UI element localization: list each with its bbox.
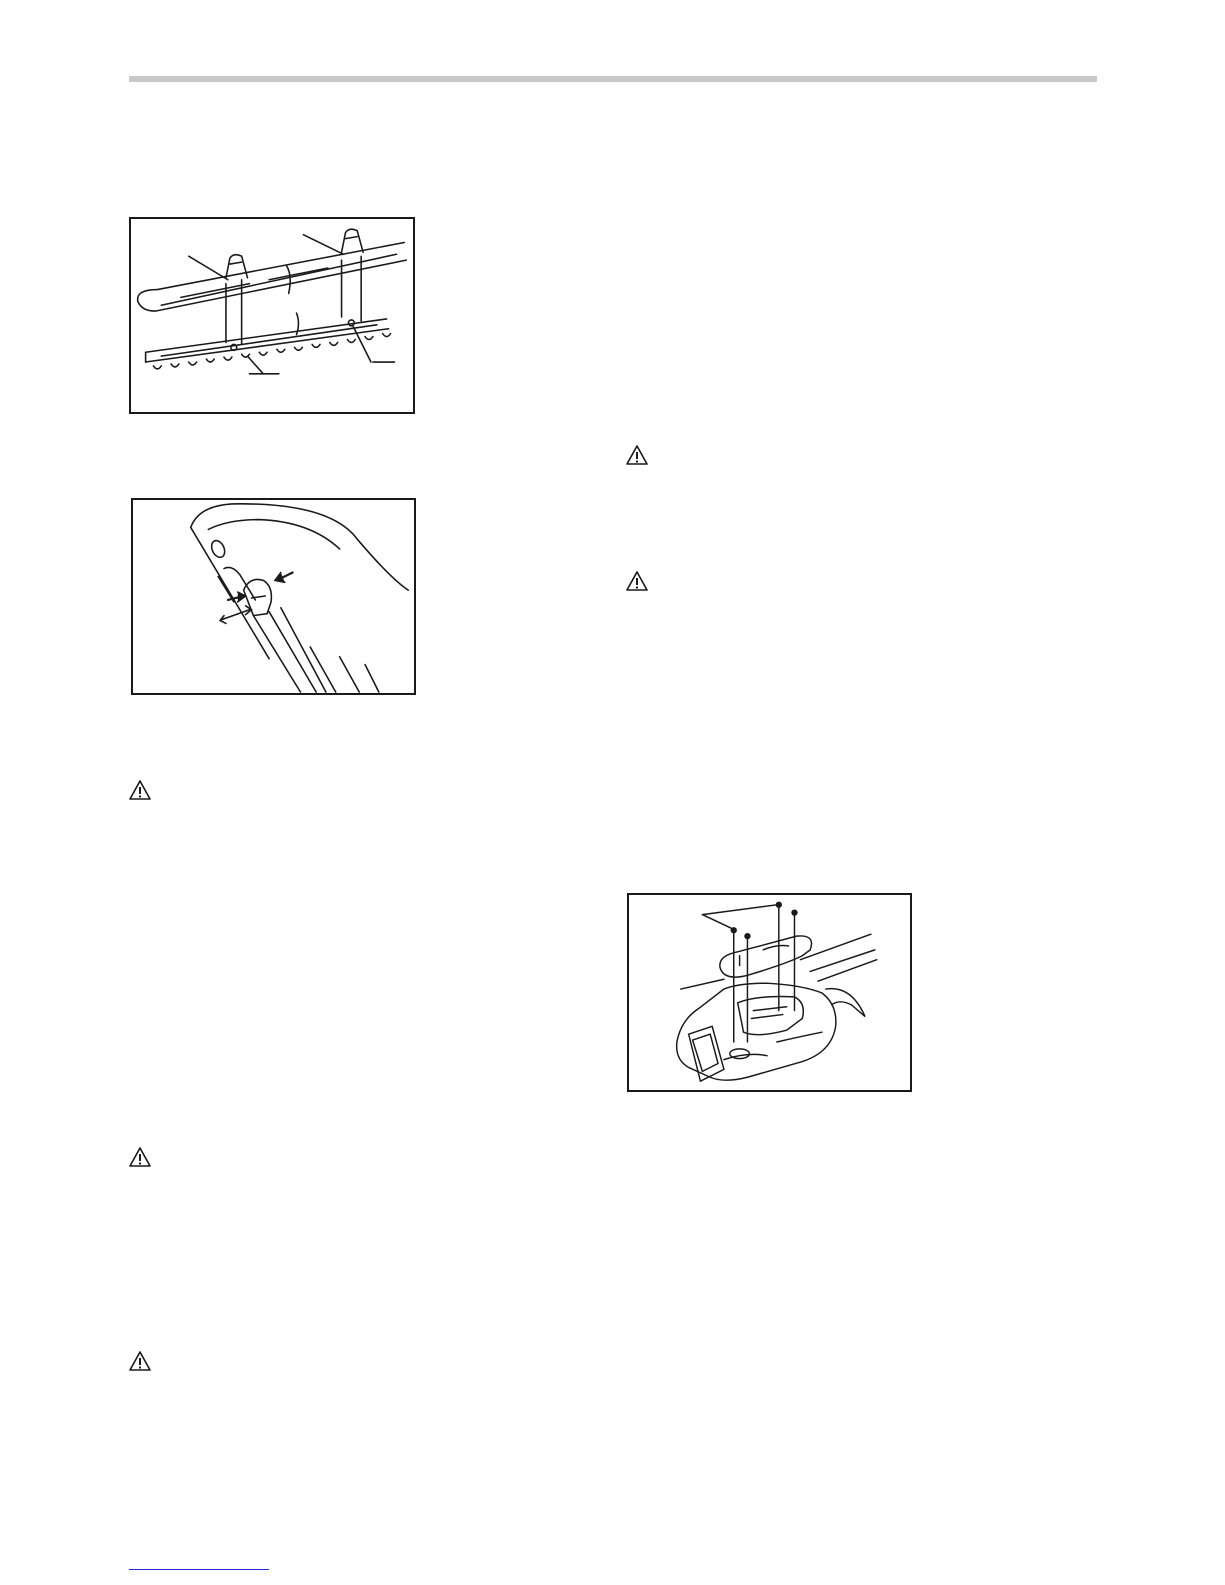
- caution-triangle-icon: [128, 779, 152, 801]
- figure-blade-cover-clips: [129, 217, 415, 414]
- header-rule: [129, 76, 1097, 82]
- clip-release-illustration: [133, 500, 414, 693]
- caution-triangle-icon: [625, 570, 649, 592]
- figure-motor-housing: [627, 893, 912, 1092]
- motor-housing-illustration: [629, 895, 910, 1090]
- footer-link-underline: [129, 1569, 269, 1570]
- caution-triangle-icon: [128, 1146, 152, 1168]
- caution-triangle-icon: [128, 1350, 152, 1372]
- caution-triangle-icon: [625, 444, 649, 466]
- figure-clip-release: [131, 498, 416, 695]
- blade-cover-illustration: [131, 219, 413, 412]
